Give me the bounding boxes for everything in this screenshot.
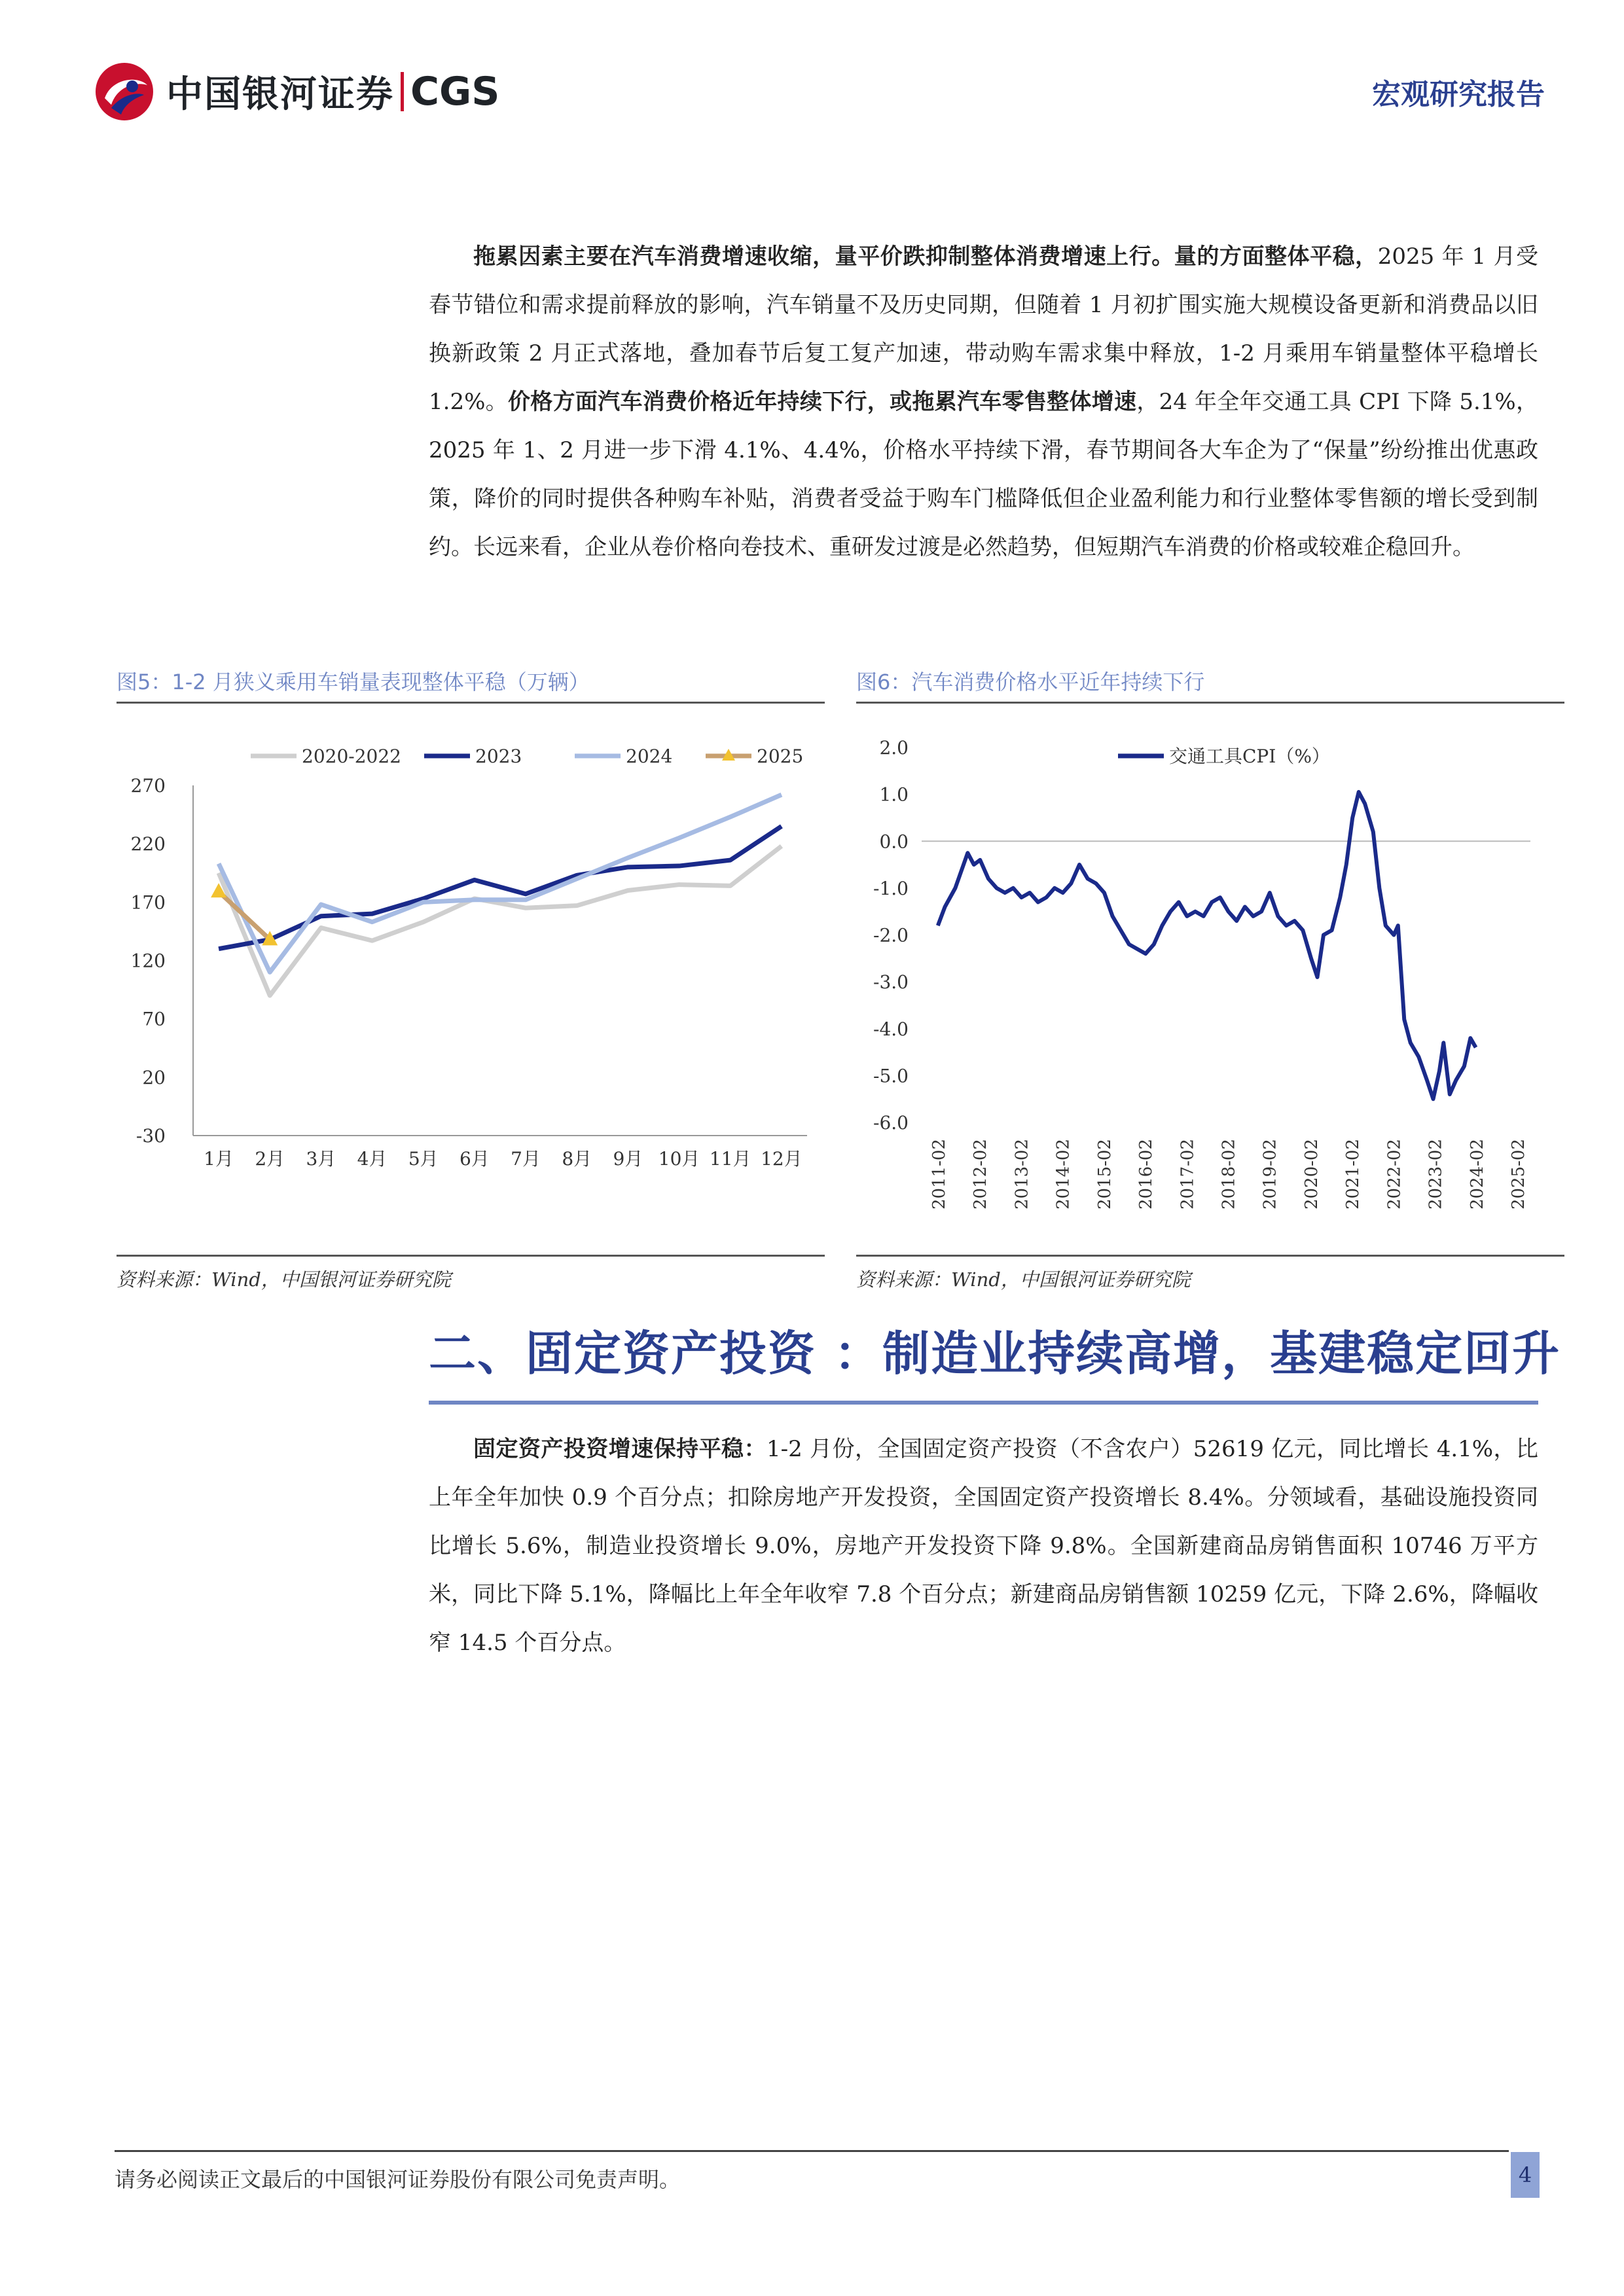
fig5-source: 资料来源：Wind，中国银河证券研究院 bbox=[117, 1268, 451, 1291]
fig6-y-tick: -6.0 bbox=[873, 1112, 909, 1134]
fig5-x-tick: 11月 bbox=[709, 1148, 751, 1170]
fig5-legend-item bbox=[575, 745, 672, 767]
fig5-x-tick: 7月 bbox=[511, 1148, 541, 1170]
page-number: 4 bbox=[1511, 2152, 1540, 2198]
section-title-fixed-investment: 二、固定资产投资 ：制造业持续高增，基建稳定回升 bbox=[429, 1325, 1561, 1381]
fig5-x-tick: 9月 bbox=[613, 1148, 643, 1170]
fig6-y-tick: -3.0 bbox=[873, 971, 909, 994]
fig5-y-tick: 270 bbox=[130, 775, 166, 797]
fig6-x-tick: 2023-02 bbox=[1426, 1139, 1446, 1210]
fig6-y-tick: -2.0 bbox=[873, 924, 909, 946]
fig6-x-tick: 2018-02 bbox=[1219, 1139, 1239, 1210]
fig5-legend-label: 2020-2022 bbox=[302, 745, 401, 767]
fig6-source: 资料来源：Wind，中国银河证券研究院 bbox=[856, 1268, 1191, 1291]
fig6-legend-label: 交通工具CPI（%） bbox=[1169, 745, 1330, 767]
fig6-y-tick: -5.0 bbox=[873, 1065, 909, 1087]
footer-rule bbox=[115, 2150, 1509, 2152]
fig6-y-tick: -4.0 bbox=[873, 1018, 909, 1040]
fig5-y-tick: 20 bbox=[142, 1066, 166, 1088]
fig5-x-tick: 2月 bbox=[255, 1148, 285, 1170]
logo-text-cn: 中国银河证券 bbox=[166, 73, 394, 116]
fig5-y-tick: 70 bbox=[142, 1008, 166, 1030]
fig6-x-tick: 2014-02 bbox=[1053, 1139, 1074, 1210]
fig6-x-tick: 2024-02 bbox=[1467, 1139, 1487, 1210]
fig5-legend-item bbox=[424, 745, 522, 767]
fig6-title: 图6：汽车消费价格水平近年持续下行 bbox=[856, 670, 1205, 694]
fig5-legend-label: 2025 bbox=[757, 745, 804, 767]
report-type-label: 宏观研究报告 bbox=[1372, 78, 1545, 111]
fig6-y-tick: 1.0 bbox=[879, 783, 909, 806]
fig5-chart bbox=[117, 720, 825, 1230]
fig6-y-tick: 0.0 bbox=[879, 831, 909, 853]
fig6-legend-item bbox=[1118, 745, 1330, 767]
fig6-x-tick: 2015-02 bbox=[1094, 1139, 1115, 1210]
fig6-top-rule bbox=[856, 702, 1564, 704]
logo-separator bbox=[401, 72, 404, 111]
fig6-y-tick: -1.0 bbox=[873, 877, 909, 899]
fig5-x-tick: 6月 bbox=[460, 1148, 490, 1170]
fig6-x-tick: 2020-02 bbox=[1301, 1139, 1322, 1210]
fig6-bottom-rule bbox=[856, 1255, 1564, 1257]
fig5-bottom-rule bbox=[117, 1255, 825, 1257]
fig6-x-tick: 2021-02 bbox=[1343, 1139, 1363, 1210]
fig6-x-tick: 2017-02 bbox=[1178, 1139, 1198, 1210]
logo-mark-icon bbox=[92, 59, 157, 124]
fig5-y-tick: -30 bbox=[135, 1125, 166, 1147]
fig5-top-rule bbox=[117, 702, 825, 704]
fig5-legend-item bbox=[706, 745, 803, 767]
logo-text-en: CGS bbox=[410, 69, 500, 115]
fig5-y-tick: 120 bbox=[130, 950, 166, 972]
fig6-x-tick: 2022-02 bbox=[1384, 1139, 1405, 1210]
section-title-rule bbox=[429, 1401, 1538, 1405]
footer-disclaimer: 请务必阅读正文最后的中国银河证券股份有限公司免责声明。 bbox=[115, 2167, 681, 2192]
para1-bold-lead: 拖累因素主要在汽车消费增速收缩，量平价跌抑制整体消费增速上行。量的方面整体平稳， bbox=[473, 243, 1378, 270]
fig5-series-line bbox=[219, 846, 782, 996]
page-header bbox=[92, 59, 1545, 124]
fig5-y-tick: 170 bbox=[130, 891, 166, 914]
fig5-x-tick: 5月 bbox=[408, 1148, 439, 1170]
fig5-x-tick: 10月 bbox=[658, 1148, 700, 1170]
fig6-chart bbox=[856, 720, 1564, 1230]
para2-bold-lead: 固定资产投资增速保持平稳： bbox=[473, 1436, 767, 1462]
fig6-x-tick: 2012-02 bbox=[971, 1139, 991, 1210]
para1-text-1: 2025 年 1 月受春节错位和需求提前释放的影响，汽车销量不及历史同期，但随着 1 月初扩围实施大规模设备更新和消费品以旧换新政策 2 月正式落地，叠加春节后复工复产加速，带动购车需求集中释放，1-2 月乘用车销量整体平稳增长 1.2%。 bbox=[429, 243, 1538, 415]
fig6-x-tick: 2019-02 bbox=[1260, 1139, 1280, 1210]
fig5-legend-label: 2024 bbox=[626, 745, 673, 767]
fig6-x-tick: 2011-02 bbox=[929, 1139, 949, 1210]
fig6-x-tick: 2025-02 bbox=[1509, 1139, 1528, 1210]
para1-text-2: ，24 年全年交通工具 CPI 下降 5.1%，2025 年 1、2 月进一步下滑 4.1%、4.4%，价格水平持续下滑，春节期间各大车企为了“保量”纷纷推出优惠政策，降价的同时提供各种购车补贴，消费者受益于购车门槛降低但企业盈利能力和行业整体零售额的增长受到制约。长远来看，企业从卷价格向卷技术、重研发过渡是必然趋势，但短期汽车消费的价格或较难企稳回升。 bbox=[429, 389, 1538, 560]
fig5-x-tick: 8月 bbox=[562, 1148, 592, 1170]
para2-text: 1-2 月份，全国固定资产投资（不含农户）52619 亿元，同比增长 4.1%，比上年全年加快 0.9 个百分点；扣除房地产开发投资，全国固定资产投资增长 8.4%。分领域看，基础设施投资同比增长 5.6%，制造业投资增长 9.0%，房地产开发投资下降 9.8%。全国新建商品房销售面积 10746 万平方米，同比下降 5.1%，降幅比上年全年收窄 7.8 个百分点；新建商品房销售额 10259 亿元，下降 2.6%，降幅收窄 14.5 个百分点。 bbox=[429, 1436, 1538, 1656]
fig5-legend-label: 2023 bbox=[475, 745, 522, 767]
fig5-x-tick: 4月 bbox=[357, 1148, 388, 1170]
fig5-legend-item bbox=[251, 745, 401, 767]
fig6-series-line bbox=[938, 792, 1476, 1099]
fig5-title: 图5：1-2 月狭义乘用车销量表现整体平稳（万辆） bbox=[117, 670, 590, 694]
company-logo bbox=[92, 59, 500, 124]
fig6-y-tick: 2.0 bbox=[879, 737, 909, 759]
paragraph-auto-consumption bbox=[429, 232, 1538, 571]
paragraph-fixed-investment bbox=[429, 1425, 1538, 1667]
para1-bold-2: 价格方面汽车消费价格近年持续下行，或拖累汽车零售整体增速 bbox=[507, 389, 1137, 415]
fig6-x-tick: 2013-02 bbox=[1012, 1139, 1032, 1210]
fig6-x-tick: 2016-02 bbox=[1136, 1139, 1157, 1210]
fig5-y-tick: 220 bbox=[130, 833, 166, 855]
fig5-x-tick: 1月 bbox=[204, 1148, 234, 1170]
fig5-x-tick: 3月 bbox=[306, 1148, 336, 1170]
fig5-x-tick: 12月 bbox=[761, 1148, 803, 1170]
